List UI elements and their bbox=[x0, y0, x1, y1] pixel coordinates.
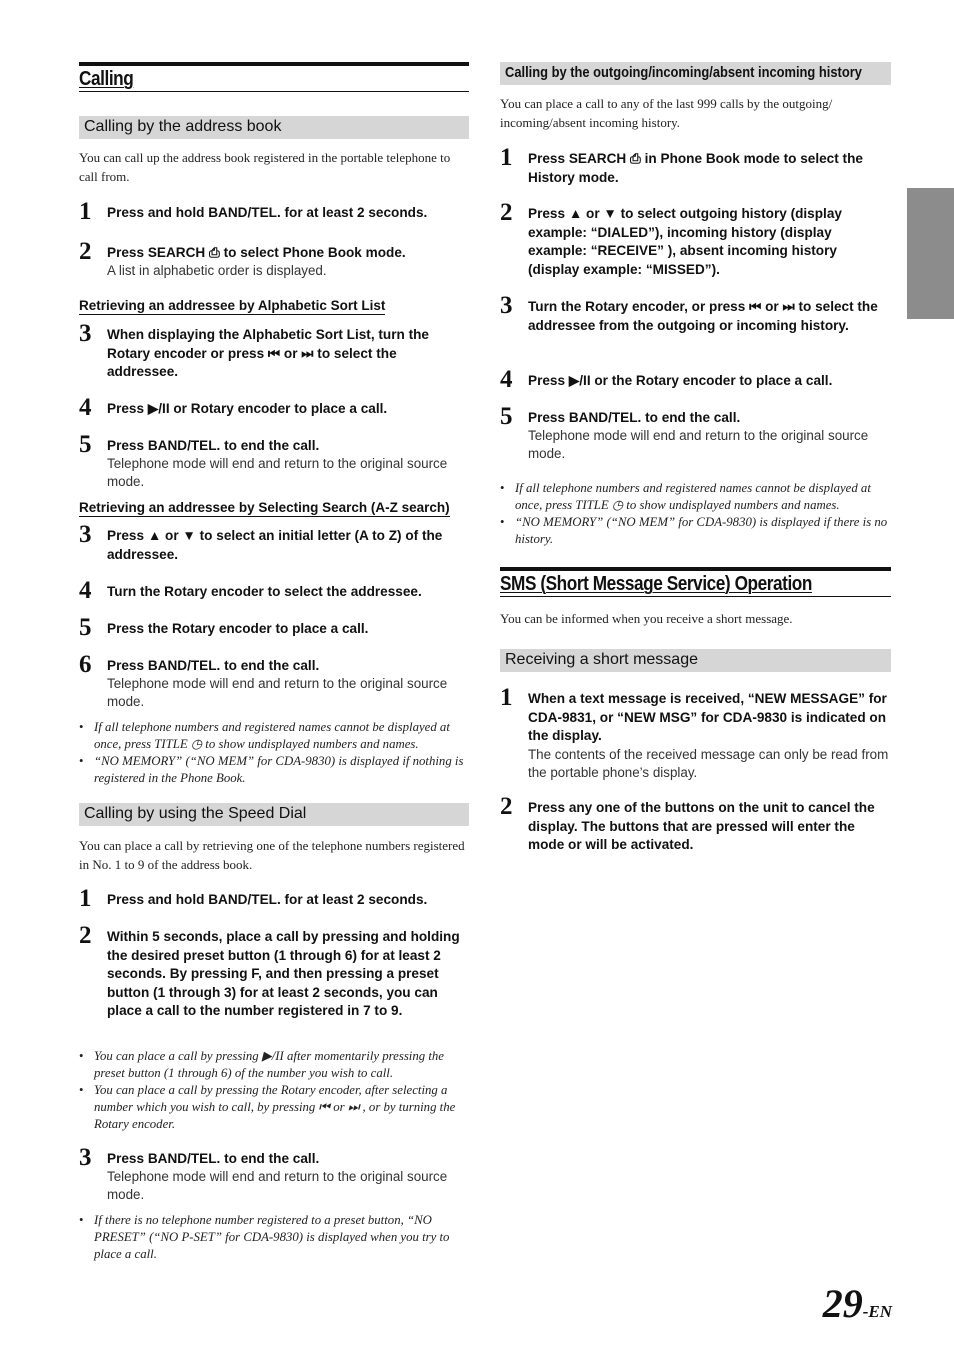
address-book-heading: Calling by the address book bbox=[79, 116, 469, 139]
manual-page: Calling Calling by the address book You can call up the address book registered in the portable telephone to call from. 1 Press and hold BAND/TEL. for at least 2 seconds. 2 Press SEARCH ⎙ to select Phone Book mode. A list in alphabetic order is displayed. Retrieving an addressee by Alphabetic Sort List 3 When displaying the Alphabetic Sort List, turn the Rotary encoder or press ⏮ or ⏭ to select the addressee. 4 Press ▶/II or Rotary encoder to place a call. 5 Press BAND/TEL. to end the call. Telephone mode will end and return to the original source mode. Retrieving an addressee by Selecting Search (A-Z search) 3 Press ▲ or ▼ to select an initial letter (A to Z) of the addressee. 4 Turn the Rotary encoder to select the addressee. 5 Press the Rotary encoder to place a call. 6 Press BAND/TEL. to end the call. Telephone mode will end and return to the original source mode. • If all telephone numbers and registered names cannot be displayed at once, press TITLE ◷ to show undisplayed numbers and names. • “NO MEMORY” (“NO MEM” for CDA-9830) is displayed if nothing is registered in the Phone Book. Calling by using the Speed Dial You can place a call by retrieving one of the telephone numbers registered in No. 1 to 9 of the address book. 1 Press and hold BAND/TEL. for at least 2 seconds. 2 Within 5 seconds, place a call by pressing and holding the desired preset button (1 through 6) for at least 2 seconds. By pressing F, and then pressing a preset button (1 through 3) for at least 2 seconds, you can place a call to the number registered in 7 to 9. • You can place a call by pressing ▶/II after momentarily pressing the preset button (1 through 6) of the number you wish to call. • You can place a call by pressing the Rotary encoder, after selecting a number which you wish to call, by pressing ⏮ or ⏭ , or by turning the Rotary encoder. 3 Press BAND/TEL. to end the call. Telephone mode will end and return to the original source mode. • If there is no telephone number registered to a preset button, “NO PRESET” (“NO P-SET” for CDA-9830) is displayed when you try to place a call. Calling by the outgoing/incoming/absent incoming history You can place a call to any of the last 999 calls by the outgoing/ incoming/absent incoming history. 1 Press SEARCH ⎙ in Phone Book mode to select the History mode. 2 Press ▲ or ▼ to select outgoing history (display example: “DIALED”), incoming history (display example: “RECEIVE” ), absent incoming history (display example: “MISSED”). 3 Turn the Rotary encoder, or press ⏮ or ⏭ to select the addressee from the outgoing or incoming history. 4 Press ▶/II or the Rotary encoder to place a call. 5 Press BAND/TEL. to end the call. Telephone mode will end and return to the original source mode. • If all telephone numbers and registered names cannot be displayed at once, press TITLE ◷ to show undisplayed numbers and names. • “NO MEMORY” (“NO MEM” for CDA-9830) is displayed if there is no history. SMS (Short Message Service) Operation You can be informed when you receive a short message. Receiving a short message 1 When a text message is received, “NEW MESSAGE” for CDA-9831, or “NEW MSG” for CDA-9830 is indicated on the display. The contents of the received message can only be read from the portable phone’s display. 2 Press any one of the buttons on the unit to cancel the display. The buttons that are pressed will enter the mode or will be activated. 29-EN bbox=[0, 0, 954, 1346]
sms-intro: You can be informed when you receive a short message. bbox=[500, 611, 793, 626]
receiving-heading: Receiving a short message bbox=[500, 649, 891, 672]
page-number: 29-EN bbox=[822, 1281, 892, 1326]
note-bullet: • If there is no telephone number registered to a preset button, “NO PRESET” (“NO P-SET” for CDA-9830) is displayed when you try to place a call. bbox=[79, 1212, 469, 1263]
speed-dial-heading: Calling by using the Speed Dial bbox=[79, 803, 469, 826]
note-bullet: • If all telephone numbers and registered names cannot be displayed at once, press TITLE ◷ to show undisplayed numbers and names. bbox=[79, 719, 469, 753]
sms-heading: SMS (Short Message Service) Operation bbox=[500, 567, 891, 597]
note-bullet: • You can place a call by pressing the Rotary encoder, after selecting a number which you wish to call, by pressing ⏮ or ⏭ , or by turning the Rotary encoder. bbox=[79, 1082, 469, 1133]
note-bullet: • “NO MEMORY” (“NO MEM” for CDA-9830) is displayed if nothing is registered in the Phone Book. bbox=[79, 753, 469, 787]
speed-dial-notes bbox=[79, 1048, 469, 1133]
history-notes bbox=[500, 480, 891, 548]
history-heading: Calling by the outgoing/incoming/absent incoming history bbox=[500, 62, 891, 85]
alpha-sort-subheading: Retrieving an addressee by Alphabetic Sort List bbox=[79, 298, 386, 313]
history-intro: You can place a call to any of the last 999 calls by the outgoing/ incoming/absent incoming history. bbox=[500, 96, 833, 130]
speed-dial-final-note bbox=[79, 1212, 469, 1263]
address-book-intro: You can call up the address book registered in the portable telephone to call from. bbox=[79, 150, 451, 184]
section-tab-marker bbox=[907, 188, 954, 319]
address-book-notes bbox=[79, 719, 469, 787]
note-bullet: • “NO MEMORY” (“NO MEM” for CDA-9830) is displayed if there is no history. bbox=[500, 514, 891, 548]
speed-dial-intro: You can place a call by retrieving one of the telephone numbers registered in No. 1 to 9 of the address book. bbox=[79, 838, 465, 872]
calling-heading: Calling bbox=[79, 62, 469, 92]
note-bullet: • If all telephone numbers and registered names cannot be displayed at once, press TITLE ◷ to show undisplayed numbers and names. bbox=[500, 480, 891, 514]
note-bullet: • You can place a call by pressing ▶/II after momentarily pressing the preset button (1 through 6) of the number you wish to call. bbox=[79, 1048, 469, 1082]
az-search-subheading: Retrieving an addressee by Selecting Search (A-Z search) bbox=[79, 500, 450, 515]
